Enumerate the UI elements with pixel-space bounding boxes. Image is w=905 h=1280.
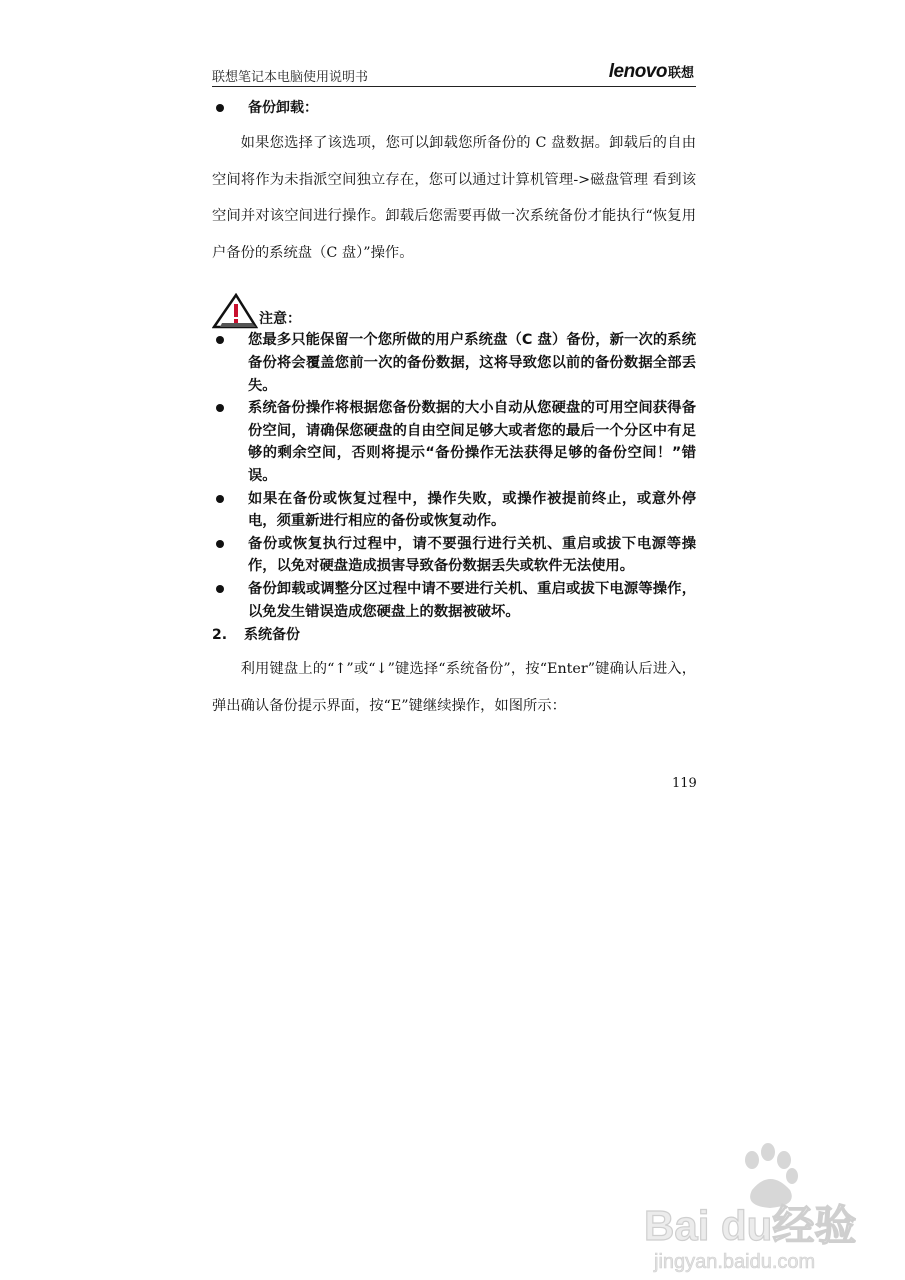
unmount-heading: 备份卸载： (248, 100, 318, 116)
bullet-icon (216, 404, 224, 412)
unmount-heading-row (212, 97, 696, 117)
note-text: 如果在备份或恢复过程中，操作失败，或操作被提前终止，或意外停电，须重新进行相应的备份或恢复动作。 (248, 490, 696, 530)
bullet-icon (216, 104, 224, 112)
list-item (212, 578, 696, 623)
list-item (212, 397, 696, 487)
logo-text-cn: 联想 (667, 66, 694, 81)
section2-paragraph: 利用键盘上的“↑”或“↓”键选择“系统备份”，按“Enter”键确认后进入，弹出确认备份提示界面，按“E”键继续操作，如图所示： (212, 661, 696, 714)
note-list (212, 329, 696, 623)
baidu-jingyan-watermark (640, 1120, 880, 1280)
note-label: 注意： (259, 311, 301, 328)
section2-title: 系统备份 (244, 627, 300, 644)
note-text: 系统备份操作将根据您备份数据的大小自动从您硬盘的可用空间获得备份空间，请确保您硬盘的自由空间足够大或者您的最后一个分区中有足够的剩余空间，否则将提示“备份操作无法获得足够的备份空间！”错误。 (248, 400, 696, 484)
bullet-icon (216, 495, 224, 503)
list-item (212, 329, 696, 397)
list-item (212, 488, 696, 533)
bullet-icon (216, 540, 224, 548)
list-item (212, 533, 696, 578)
warning-icon (212, 293, 258, 329)
section2-number: 2. (212, 627, 228, 644)
note-text: 备份或恢复执行过程中，请不要强行进行关机、重启或拔下电源等操作，以免对硬盘造成损害导致备份数据丢失或软件无法使用。 (248, 535, 696, 575)
note-header (212, 289, 696, 329)
unmount-paragraph: 如果您选择了该选项，您可以卸载您所备份的 C 盘数据。卸载后的自由空间将作为未指派空间独立存在，您可以通过计算机管理->磁盘管理 看到该空间并对该空间进行操作。卸载后您需要再做一次系统备份才能执行“恢复用户备份的系统盘（C 盘）”操作。 (212, 135, 696, 261)
watermark-url: jingyan.baidu.com (654, 1251, 816, 1273)
header-title: 联想笔记本电脑使用说明书 (212, 70, 369, 85)
note-text: 备份卸载或调整分区过程中请不要进行关机、重启或拔下电源等操作，以免发生错误造成您硬盘上的数据被破坏。 (248, 580, 696, 620)
bullet-icon (216, 336, 224, 344)
bullet-icon (216, 585, 224, 593)
note-text: 您最多只能保留一个您所做的用户系统盘（C 盘）备份，新一次的系统备份将会覆盖您前一次的备份数据，这将导致您以前的备份数据全部丢失。 (248, 332, 696, 394)
page-content (212, 97, 696, 724)
watermark-brand: Bai du经验 (644, 1202, 857, 1249)
section2-heading (212, 623, 696, 647)
lenovo-logo (609, 61, 694, 83)
page-number: 119 (672, 776, 697, 791)
page-header (212, 60, 696, 87)
logo-text-en: lenovo (608, 61, 667, 82)
